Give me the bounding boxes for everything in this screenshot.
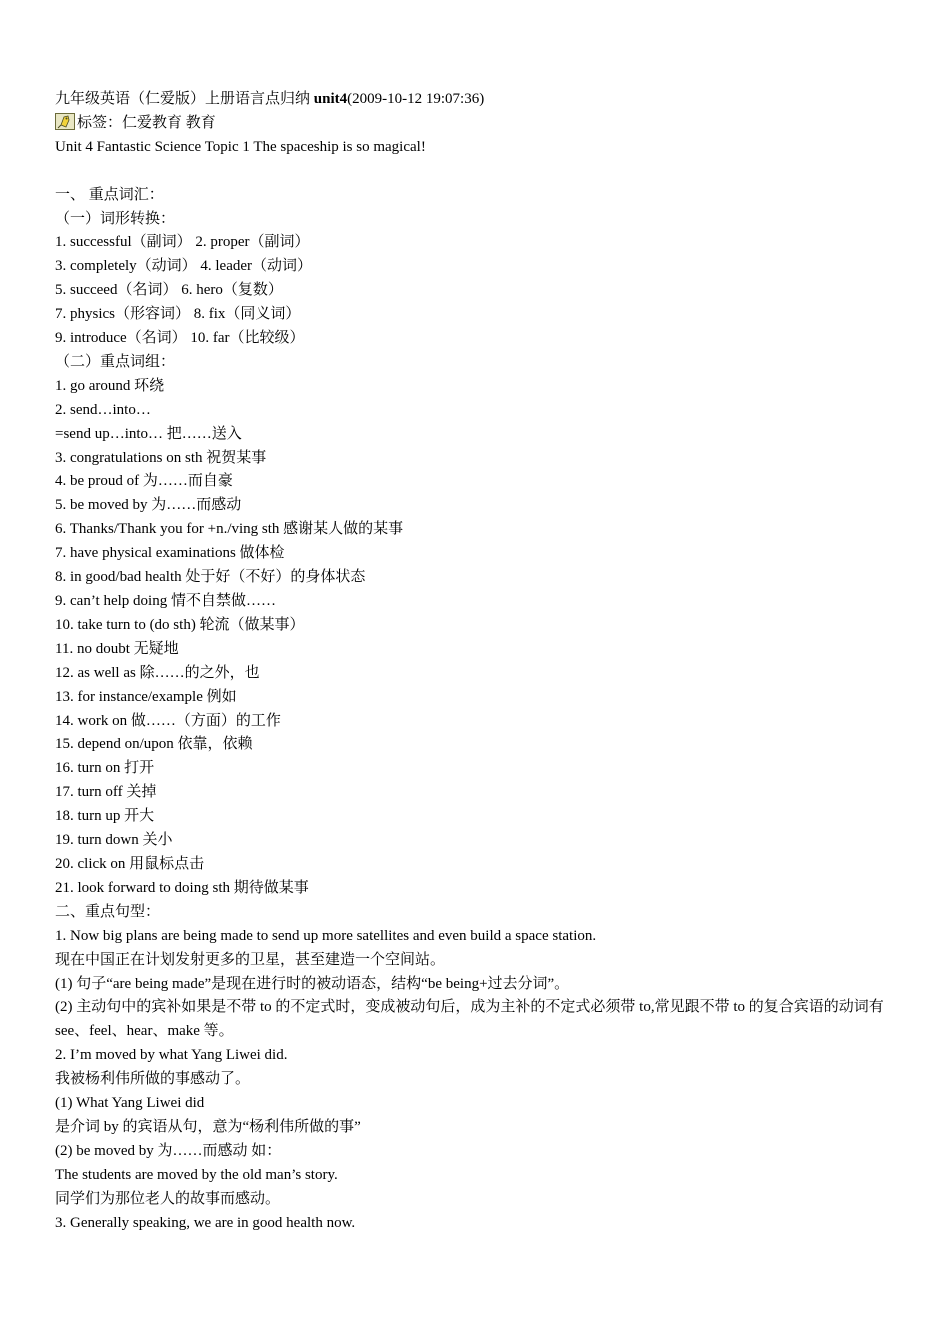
section1-heading: 一、 重点词汇： xyxy=(55,186,164,203)
phrase-line: 1. go around 环绕 xyxy=(55,377,165,394)
phrase-line: 7. have physical examinations 做体检 xyxy=(55,545,285,562)
section1-sub2-heading: （二）重点词组： xyxy=(55,353,176,370)
sentence-line: (2) be moved by 为……而感动 如： xyxy=(55,1142,282,1159)
word-form-line: 9. introduce（名词） 10. far（比较级） xyxy=(55,330,305,347)
phrase-line: 8. in good/bad health 处于好（不好）的身体状态 xyxy=(55,569,366,586)
phrase-line: 14. work on 做……（方面）的工作 xyxy=(55,712,281,729)
sentence-line: 现在中国正在计划发射更多的卫星，甚至建造一个空间站。 xyxy=(55,951,446,968)
phrase-line: 11. no doubt 无疑地 xyxy=(55,640,179,657)
sentence-line: 2. I’m moved by what Yang Liwei did. xyxy=(55,1047,288,1064)
phrase-line: 15. depend on/upon 依靠，依赖 xyxy=(55,736,253,753)
phrase-line: 6. Thanks/Thank you for +n./ving sth 感谢某人做的某事 xyxy=(55,521,404,538)
sentence-line: 我被杨利伟所做的事感动了。 xyxy=(55,1071,251,1088)
section2-heading: 二、重点句型： xyxy=(55,903,161,920)
phrase-line: 4. be proud of 为……而自豪 xyxy=(55,473,233,490)
section1-sub1-heading: （一）词形转换： xyxy=(55,210,176,227)
phrase-line: 10. take turn to (do sth) 轮流（做某事） xyxy=(55,616,305,633)
tags-label: 标签：仁爱教育 教育 xyxy=(77,114,216,131)
title-prefix: 九年级英语（仁爱版）上册语言点归纳 xyxy=(55,91,314,107)
unit-title: Unit 4 Fantastic Science Topic 1 The spaceship is so magical! xyxy=(55,138,426,155)
word-form-line: 7. physics（形容词） 8. fix（同义词） xyxy=(55,306,301,323)
article-title xyxy=(55,88,905,112)
sentence-line: 同学们为那位老人的故事而感动。 xyxy=(55,1190,281,1207)
phrase-line: 19. turn down 关小 xyxy=(55,832,173,849)
sentence-line: 1. Now big plans are being made to send up more satellites and even build a space station. xyxy=(55,927,597,944)
sentence-line: The students are moved by the old man’s story. xyxy=(55,1166,338,1183)
phrase-line: =send up…into… 把……送入 xyxy=(55,425,242,442)
sentence-line: 3. Generally speaking, we are in good health now. xyxy=(55,1214,356,1231)
phrase-line: 9. can’t help doing 情不自禁做…… xyxy=(55,593,276,610)
phrase-line: 16. turn on 打开 xyxy=(55,760,155,777)
word-form-line: 1. successful（副词） 2. proper（副词） xyxy=(55,234,310,251)
tag-icon xyxy=(55,113,75,130)
sentence-line: 是介词 by 的宾语从句，意为“杨利伟所做的事” xyxy=(55,1118,361,1135)
phrase-line: 20. click on 用鼠标点击 xyxy=(55,855,205,872)
blank-line xyxy=(55,160,905,184)
phrase-line: 21. look forward to doing sth 期待做某事 xyxy=(55,879,309,896)
tags-line xyxy=(55,112,905,136)
phrase-line: 12. as well as 除……的之外，也 xyxy=(55,664,260,681)
word-form-line: 3. completely（动词） 4. leader（动词） xyxy=(55,258,313,275)
word-form-line: 5. succeed（名词） 6. hero（复数） xyxy=(55,282,283,299)
title-date: (2009-10-12 19:07:36) xyxy=(347,91,485,107)
phrase-line: 5. be moved by 为……而感动 xyxy=(55,497,242,514)
sentence-line: (1) What Yang Liwei did xyxy=(55,1095,205,1112)
sentence-line: (2) 主动句中的宾补如果是不带 to 的不定式时，变成被动句后，成为主补的不定式必须带 to,常见跟不带 to 的复合宾语的动词有 see、feel、hear、make 等。 xyxy=(55,999,884,1040)
phrase-line: 2. send…into… xyxy=(55,401,151,418)
phrase-line: 13. for instance/example 例如 xyxy=(55,688,237,705)
phrase-line: 3. congratulations on sth 祝贺某事 xyxy=(55,449,267,466)
phrase-line: 17. turn off 关掉 xyxy=(55,784,157,801)
phrase-line: 18. turn up 开大 xyxy=(55,808,155,825)
sentence-line: (1) 句子“are being made”是现在进行时的被动语态，结构“be being+过去分词”。 xyxy=(55,975,570,992)
title-unit: unit4 xyxy=(313,91,348,107)
document-page xyxy=(55,88,905,1235)
